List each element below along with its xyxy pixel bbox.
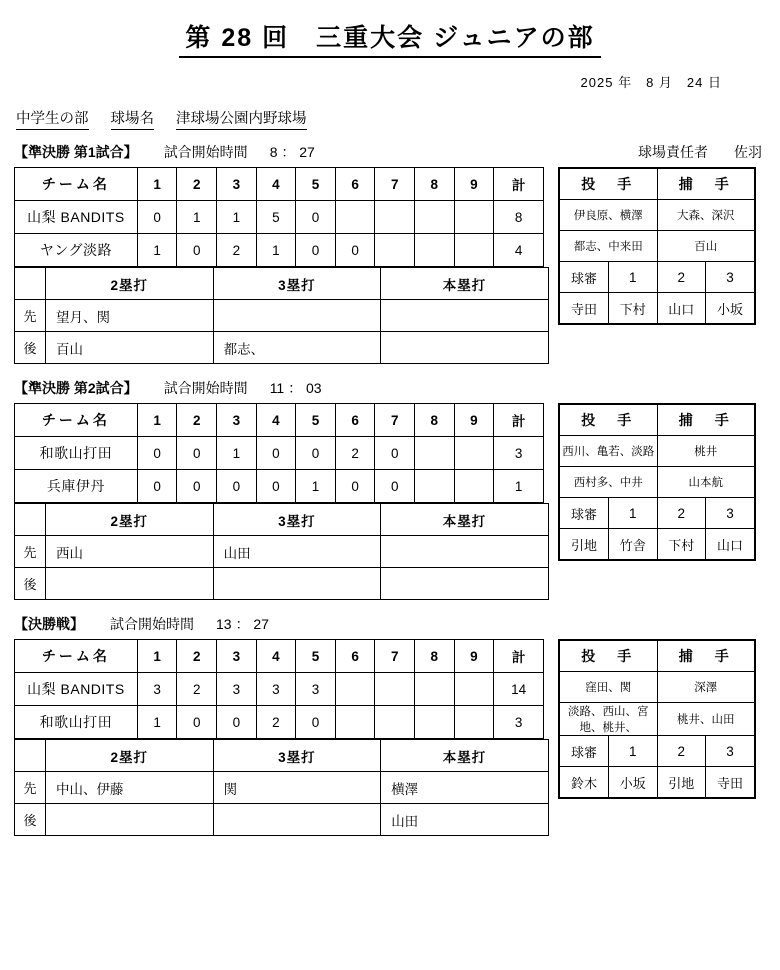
score-2-0-8 bbox=[415, 437, 455, 470]
score-2-1-9 bbox=[454, 470, 494, 503]
umpire-row-1 bbox=[560, 293, 754, 324]
left-col-3 bbox=[14, 639, 544, 836]
umpire-num-2-3: 3 bbox=[706, 498, 755, 529]
score-1-0-1: 0 bbox=[137, 201, 177, 234]
total-2-1: 1 bbox=[494, 470, 544, 503]
hits-header-row-3 bbox=[15, 740, 549, 772]
first-homerun-3: 横澤 bbox=[381, 772, 549, 804]
inning-header-2-3: 3 bbox=[217, 404, 257, 437]
team-name-1-1: ヤング淡路 bbox=[15, 234, 138, 267]
score-row-1-1 bbox=[15, 234, 544, 267]
hits-header-row-2 bbox=[15, 504, 549, 536]
score-2-1-8 bbox=[415, 470, 455, 503]
game-label-3: 【決勝戦】 bbox=[14, 616, 84, 632]
score-1-0-5: 0 bbox=[296, 201, 336, 234]
score-1-1-3: 2 bbox=[217, 234, 257, 267]
venue-label: 球場名 bbox=[111, 111, 155, 130]
start-time-3: 13 ： 27 bbox=[216, 616, 269, 632]
game-block-2 bbox=[0, 378, 780, 600]
team-name-3-0: 山梨 BANDITS bbox=[15, 673, 138, 706]
score-3-0-9 bbox=[454, 673, 494, 706]
game-block-1 bbox=[0, 142, 780, 364]
score-2-0-7: 0 bbox=[375, 437, 415, 470]
umpire-3-2: 引地 bbox=[657, 767, 706, 798]
total-3-0: 14 bbox=[494, 673, 544, 706]
start-time-label-1: 試合開始時間 bbox=[163, 144, 248, 160]
second-double-2 bbox=[46, 568, 214, 600]
score-1-0-9 bbox=[454, 201, 494, 234]
score-table-3 bbox=[14, 639, 544, 739]
umpire-row-2 bbox=[560, 529, 754, 560]
responsible-line-1 bbox=[638, 142, 762, 162]
hits-corner-2 bbox=[15, 504, 46, 536]
second-triple-3 bbox=[213, 804, 381, 836]
umpire-3-0: 鈴木 bbox=[560, 767, 609, 798]
umpire-num-1-3: 3 bbox=[706, 262, 755, 293]
score-2-1-2: 0 bbox=[177, 470, 217, 503]
second-triple-2 bbox=[213, 568, 381, 600]
score-1-1-8 bbox=[415, 234, 455, 267]
score-3-0-8 bbox=[415, 673, 455, 706]
umpire-header-3: 球審 bbox=[560, 736, 609, 767]
start-time-2: 11 ： 03 bbox=[269, 380, 322, 396]
score-table-1 bbox=[14, 167, 544, 267]
inning-header-2-4: 4 bbox=[256, 404, 296, 437]
battery-box-3 bbox=[558, 639, 756, 799]
hits-corner-1 bbox=[15, 268, 46, 300]
score-3-1-3: 0 bbox=[217, 706, 257, 739]
pitcher-header-2: 投 手 bbox=[560, 405, 657, 436]
total-header-3: 計 bbox=[494, 640, 544, 673]
score-1-0-7 bbox=[375, 201, 415, 234]
triple-header-1: 3塁打 bbox=[213, 268, 381, 300]
umpire-1-1: 下村 bbox=[609, 293, 658, 324]
score-2-0-1: 0 bbox=[137, 437, 177, 470]
umpire-header-row-1 bbox=[560, 262, 754, 293]
inning-header-3-7: 7 bbox=[375, 640, 415, 673]
umpire-num-3-2: 2 bbox=[657, 736, 706, 767]
team-header-1: チーム名 bbox=[15, 168, 138, 201]
second-double-1: 百山 bbox=[46, 332, 214, 364]
hits-corner-3 bbox=[15, 740, 46, 772]
right-col-2 bbox=[558, 403, 756, 561]
score-1-1-5: 0 bbox=[296, 234, 336, 267]
second-homerun-3: 山田 bbox=[381, 804, 549, 836]
score-2-0-3: 1 bbox=[217, 437, 257, 470]
score-3-1-5: 0 bbox=[296, 706, 336, 739]
score-3-1-6 bbox=[335, 706, 375, 739]
inning-header-2-6: 6 bbox=[335, 404, 375, 437]
inning-header-3-9: 9 bbox=[454, 640, 494, 673]
team-header-2: チーム名 bbox=[15, 404, 138, 437]
umpire-num-1-1: 1 bbox=[609, 262, 658, 293]
inning-header-2-2: 2 bbox=[177, 404, 217, 437]
team-header-3: チーム名 bbox=[15, 640, 138, 673]
inning-header-3-3: 3 bbox=[217, 640, 257, 673]
total-1-0: 8 bbox=[494, 201, 544, 234]
umpire-num-3-1: 1 bbox=[609, 736, 658, 767]
responsible-name-1: 佐羽 bbox=[734, 144, 762, 160]
score-row-2-1 bbox=[15, 470, 544, 503]
second-triple-1: 都志、 bbox=[213, 332, 381, 364]
score-3-0-3: 3 bbox=[217, 673, 257, 706]
umpire-num-2-2: 2 bbox=[657, 498, 706, 529]
right-col-1 bbox=[558, 167, 756, 325]
umpire-row-3 bbox=[560, 767, 754, 798]
battery-box-1 bbox=[558, 167, 756, 325]
umpire-2-0: 引地 bbox=[560, 529, 609, 560]
responsible-label-1: 球場責任者 bbox=[638, 144, 708, 160]
battery-row-1-0 bbox=[560, 200, 754, 231]
first-label-3: 先 bbox=[15, 772, 46, 804]
battery-header-row-3 bbox=[560, 641, 754, 672]
pitcher-header-3: 投 手 bbox=[560, 641, 657, 672]
score-2-0-6: 2 bbox=[335, 437, 375, 470]
score-2-1-3: 0 bbox=[217, 470, 257, 503]
inning-header-2-5: 5 bbox=[296, 404, 336, 437]
total-1-1: 4 bbox=[494, 234, 544, 267]
score-2-0-4: 0 bbox=[256, 437, 296, 470]
inning-header-2-7: 7 bbox=[375, 404, 415, 437]
double-header-3: 2塁打 bbox=[46, 740, 214, 772]
catcher-3-0: 深澤 bbox=[657, 672, 754, 703]
pitcher-3-1: 淡路、西山、宮地、桃井、 bbox=[560, 703, 657, 736]
page-title: 第 28 回 三重大会 ジュニアの部 bbox=[179, 18, 600, 58]
score-3-0-2: 2 bbox=[177, 673, 217, 706]
score-2-0-9 bbox=[454, 437, 494, 470]
score-2-1-4: 0 bbox=[256, 470, 296, 503]
team-name-2-1: 兵庫伊丹 bbox=[15, 470, 138, 503]
game-header-2 bbox=[14, 378, 766, 398]
triple-header-3: 3塁打 bbox=[213, 740, 381, 772]
score-2-1-6: 0 bbox=[335, 470, 375, 503]
battery-header-row-1 bbox=[560, 169, 754, 200]
homerun-header-2: 本塁打 bbox=[381, 504, 549, 536]
catcher-3-1: 桃井、山田 bbox=[657, 703, 754, 736]
inning-header-1-1: 1 bbox=[137, 168, 177, 201]
umpire-header-row-2 bbox=[560, 498, 754, 529]
battery-table-2 bbox=[560, 405, 754, 559]
score-3-0-7 bbox=[375, 673, 415, 706]
right-col-3 bbox=[558, 639, 756, 799]
inning-header-3-5: 5 bbox=[296, 640, 336, 673]
battery-row-3-0 bbox=[560, 672, 754, 703]
umpire-num-2-1: 1 bbox=[609, 498, 658, 529]
game-label-2: 【準決勝 第2試合】 bbox=[14, 380, 138, 396]
score-2-0-2: 0 bbox=[177, 437, 217, 470]
first-double-2: 西山 bbox=[46, 536, 214, 568]
first-triple-3: 関 bbox=[213, 772, 381, 804]
umpire-header-1: 球審 bbox=[560, 262, 609, 293]
battery-row-1-1 bbox=[560, 231, 754, 262]
hits-row-second-1 bbox=[15, 332, 549, 364]
total-header-2: 計 bbox=[494, 404, 544, 437]
triple-header-2: 3塁打 bbox=[213, 504, 381, 536]
first-triple-1 bbox=[213, 300, 381, 332]
battery-table-3 bbox=[560, 641, 754, 797]
umpire-2-2: 下村 bbox=[657, 529, 706, 560]
venue-line bbox=[16, 107, 307, 128]
score-2-1-1: 0 bbox=[137, 470, 177, 503]
umpire-1-3: 小坂 bbox=[706, 293, 755, 324]
score-1-0-3: 1 bbox=[217, 201, 257, 234]
battery-box-2 bbox=[558, 403, 756, 561]
score-3-1-7 bbox=[375, 706, 415, 739]
inning-header-2-1: 1 bbox=[137, 404, 177, 437]
catcher-2-1: 山本航 bbox=[657, 467, 754, 498]
second-label-1: 後 bbox=[15, 332, 46, 364]
inning-header-1-8: 8 bbox=[415, 168, 455, 201]
left-col-1 bbox=[14, 167, 544, 364]
score-row-3-1 bbox=[15, 706, 544, 739]
score-row-2-0 bbox=[15, 437, 544, 470]
hits-row-first-1 bbox=[15, 300, 549, 332]
score-1-1-1: 1 bbox=[137, 234, 177, 267]
hits-row-second-2 bbox=[15, 568, 549, 600]
title-container bbox=[0, 8, 780, 58]
score-3-0-4: 3 bbox=[256, 673, 296, 706]
score-table-2 bbox=[14, 403, 544, 503]
score-1-1-4: 1 bbox=[256, 234, 296, 267]
inning-header-1-3: 3 bbox=[217, 168, 257, 201]
second-double-3 bbox=[46, 804, 214, 836]
team-name-3-1: 和歌山打田 bbox=[15, 706, 138, 739]
first-homerun-1 bbox=[381, 300, 549, 332]
game-header-3 bbox=[14, 614, 766, 634]
hits-table-3 bbox=[14, 739, 549, 836]
umpire-2-1: 竹舎 bbox=[609, 529, 658, 560]
score-2-0-5: 0 bbox=[296, 437, 336, 470]
second-homerun-2 bbox=[381, 568, 549, 600]
battery-table-1 bbox=[560, 169, 754, 323]
score-3-1-1: 1 bbox=[137, 706, 177, 739]
first-triple-2: 山田 bbox=[213, 536, 381, 568]
umpire-header-2: 球審 bbox=[560, 498, 609, 529]
hits-table-1 bbox=[14, 267, 549, 364]
pitcher-1-0: 伊良原、横澤 bbox=[560, 200, 657, 231]
umpire-num-3-3: 3 bbox=[706, 736, 755, 767]
first-homerun-2 bbox=[381, 536, 549, 568]
game-block-3 bbox=[0, 614, 780, 836]
umpire-1-2: 山口 bbox=[657, 293, 706, 324]
inning-header-2-9: 9 bbox=[454, 404, 494, 437]
double-header-1: 2塁打 bbox=[46, 268, 214, 300]
catcher-header-3: 捕 手 bbox=[657, 641, 754, 672]
battery-row-2-1 bbox=[560, 467, 754, 498]
inning-header-1-6: 6 bbox=[335, 168, 375, 201]
homerun-header-3: 本塁打 bbox=[381, 740, 549, 772]
inning-header-1-2: 2 bbox=[177, 168, 217, 201]
inning-header-1-4: 4 bbox=[256, 168, 296, 201]
pitcher-header-1: 投 手 bbox=[560, 169, 657, 200]
inning-header-3-4: 4 bbox=[256, 640, 296, 673]
total-2-0: 3 bbox=[494, 437, 544, 470]
total-3-1: 3 bbox=[494, 706, 544, 739]
score-3-0-1: 3 bbox=[137, 673, 177, 706]
hits-table-2 bbox=[14, 503, 549, 600]
left-col-2 bbox=[14, 403, 544, 600]
catcher-2-0: 桃井 bbox=[657, 436, 754, 467]
score-1-0-4: 5 bbox=[256, 201, 296, 234]
second-label-2: 後 bbox=[15, 568, 46, 600]
division-label: 中学生の部 bbox=[16, 111, 89, 130]
date-line: 2025 年 8 月 24 日 bbox=[580, 75, 722, 90]
catcher-header-1: 捕 手 bbox=[657, 169, 754, 200]
umpire-2-3: 山口 bbox=[706, 529, 755, 560]
score-1-0-6 bbox=[335, 201, 375, 234]
game-header-1 bbox=[14, 142, 766, 162]
catcher-1-0: 大森、深沢 bbox=[657, 200, 754, 231]
total-header-1: 計 bbox=[494, 168, 544, 201]
inning-header-3-8: 8 bbox=[415, 640, 455, 673]
pitcher-1-1: 都志、中来田 bbox=[560, 231, 657, 262]
start-time-1: 8 ： 27 bbox=[269, 144, 315, 160]
score-header-row-3 bbox=[15, 640, 544, 673]
score-1-1-7 bbox=[375, 234, 415, 267]
start-time-label-2: 試合開始時間 bbox=[163, 380, 248, 396]
team-name-2-0: 和歌山打田 bbox=[15, 437, 138, 470]
catcher-1-1: 百山 bbox=[657, 231, 754, 262]
hits-row-first-3 bbox=[15, 772, 549, 804]
umpire-header-row-3 bbox=[560, 736, 754, 767]
second-label-3: 後 bbox=[15, 804, 46, 836]
team-name-1-0: 山梨 BANDITS bbox=[15, 201, 138, 234]
hits-header-row-1 bbox=[15, 268, 549, 300]
hits-row-first-2 bbox=[15, 536, 549, 568]
game-label-1: 【準決勝 第1試合】 bbox=[14, 144, 138, 160]
pitcher-2-0: 西川、亀若、淡路 bbox=[560, 436, 657, 467]
umpire-num-1-2: 2 bbox=[657, 262, 706, 293]
umpire-3-3: 寺田 bbox=[706, 767, 755, 798]
umpire-1-0: 寺田 bbox=[560, 293, 609, 324]
score-1-0-2: 1 bbox=[177, 201, 217, 234]
score-header-row-2 bbox=[15, 404, 544, 437]
inning-header-2-8: 8 bbox=[415, 404, 455, 437]
score-1-1-2: 0 bbox=[177, 234, 217, 267]
score-2-1-5: 1 bbox=[296, 470, 336, 503]
catcher-header-2: 捕 手 bbox=[657, 405, 754, 436]
battery-header-row-2 bbox=[560, 405, 754, 436]
score-row-1-0 bbox=[15, 201, 544, 234]
inning-header-3-2: 2 bbox=[177, 640, 217, 673]
score-3-1-2: 0 bbox=[177, 706, 217, 739]
score-3-1-9 bbox=[454, 706, 494, 739]
homerun-header-1: 本塁打 bbox=[381, 268, 549, 300]
inning-header-1-5: 5 bbox=[296, 168, 336, 201]
inning-header-3-6: 6 bbox=[335, 640, 375, 673]
battery-row-2-0 bbox=[560, 436, 754, 467]
inning-header-3-1: 1 bbox=[137, 640, 177, 673]
first-label-1: 先 bbox=[15, 300, 46, 332]
score-1-1-6: 0 bbox=[335, 234, 375, 267]
pitcher-2-1: 西村多、中井 bbox=[560, 467, 657, 498]
umpire-3-1: 小坂 bbox=[609, 767, 658, 798]
inning-header-1-9: 9 bbox=[454, 168, 494, 201]
score-3-1-4: 2 bbox=[256, 706, 296, 739]
second-homerun-1 bbox=[381, 332, 549, 364]
score-3-0-6 bbox=[335, 673, 375, 706]
score-1-1-9 bbox=[454, 234, 494, 267]
score-row-3-0 bbox=[15, 673, 544, 706]
score-3-0-5: 3 bbox=[296, 673, 336, 706]
pitcher-3-0: 窪田、関 bbox=[560, 672, 657, 703]
score-3-1-8 bbox=[415, 706, 455, 739]
scoresheet-page bbox=[0, 8, 780, 970]
inning-header-1-7: 7 bbox=[375, 168, 415, 201]
first-label-2: 先 bbox=[15, 536, 46, 568]
score-2-1-7: 0 bbox=[375, 470, 415, 503]
first-double-1: 望月、関 bbox=[46, 300, 214, 332]
venue-name: 津球場公園内野球場 bbox=[176, 111, 307, 130]
battery-row-3-1 bbox=[560, 703, 754, 736]
double-header-2: 2塁打 bbox=[46, 504, 214, 536]
score-header-row-1 bbox=[15, 168, 544, 201]
hits-row-second-3 bbox=[15, 804, 549, 836]
start-time-label-3: 試合開始時間 bbox=[110, 616, 194, 632]
first-double-3: 中山、伊藤 bbox=[46, 772, 214, 804]
score-1-0-8 bbox=[415, 201, 455, 234]
